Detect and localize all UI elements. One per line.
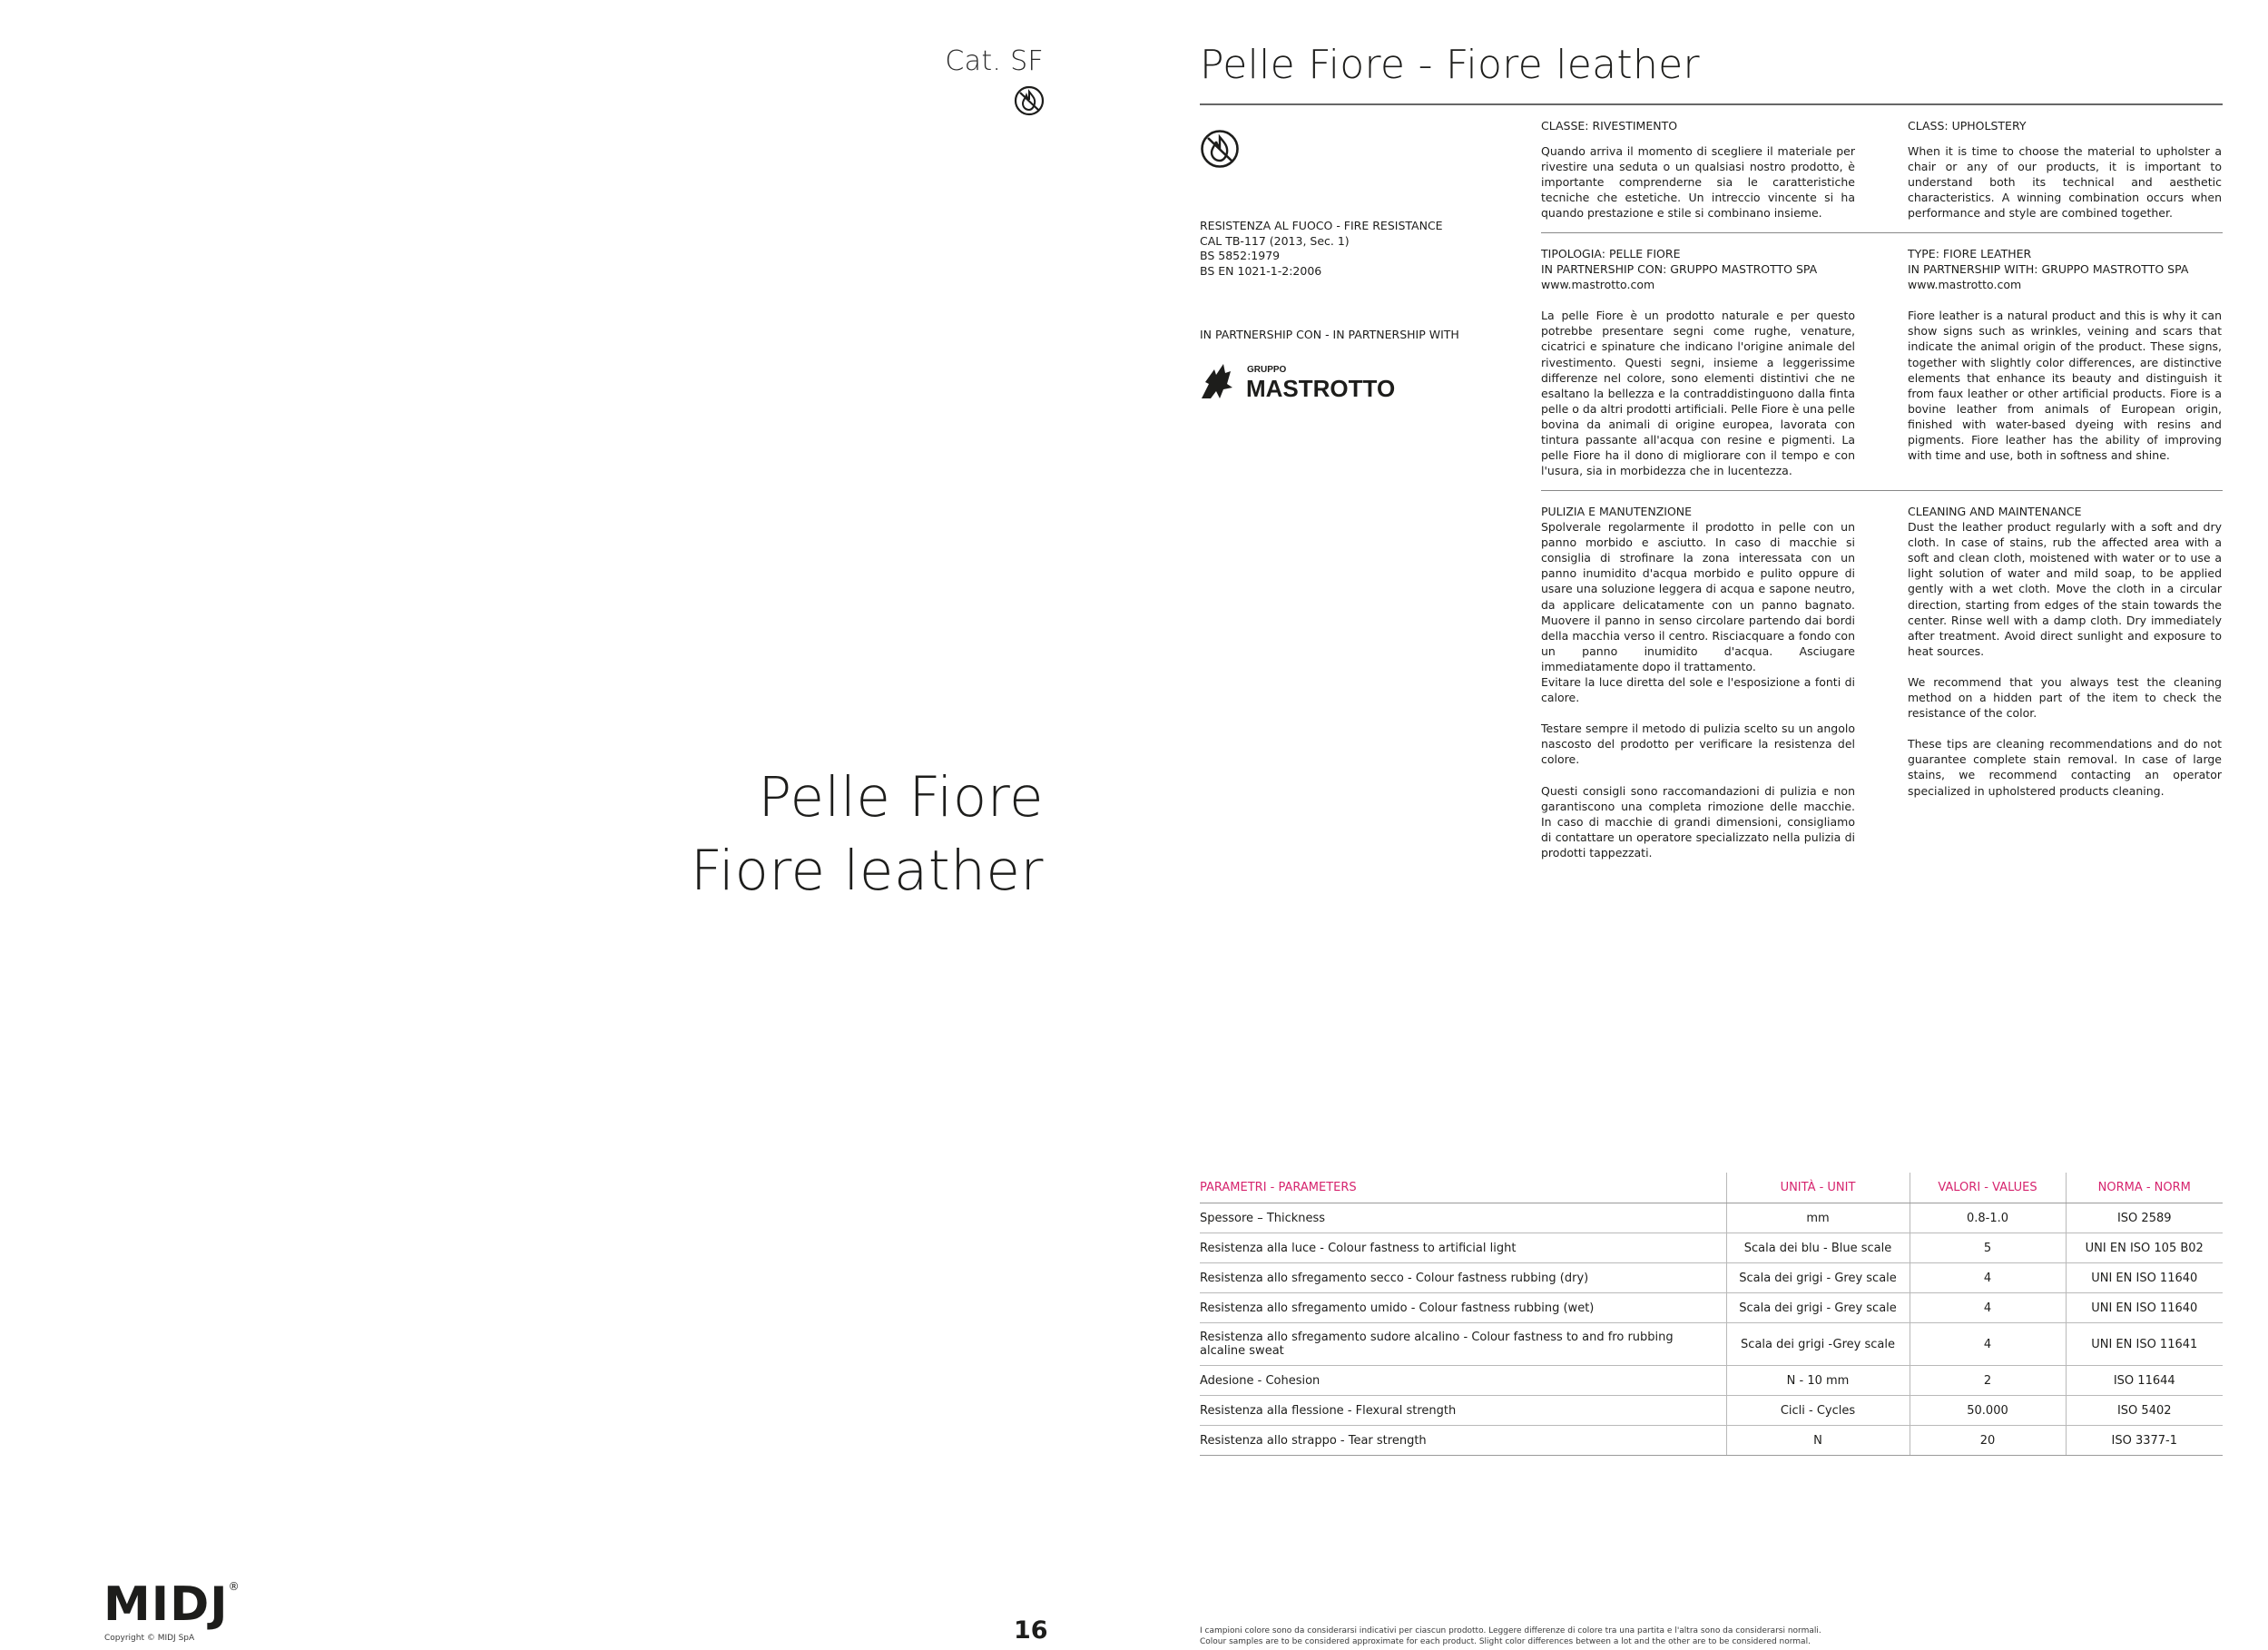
parameter-cell: Resistenza alla flessione - Flexural strength <box>1200 1396 1726 1426</box>
care-text-it: Questi consigli sono raccomandazioni di pulizia e non garantiscono una completa rimozione delle macchie. In caso di macchie di grandi dimensioni, consigliamo di contattare un operatore specializzato nella pulizia di prodotti tappezzati. <box>1541 783 1855 859</box>
fire-standard: CAL TB-117 (2013, Sec. 1) <box>1200 233 1350 248</box>
type-text-en: Fiore leather is a natural product and this is why it can show signs such as wrinkles, veining and scars that indicate the animal origin of the product. These signs, together with slightly color differences, are distinctive elements that enhance its beauty and distinguish it from faux leather or other artificial products. Fiore is a bovine leather from animals of European origin, finished with water-based dyeing with resins and pigments. Fiore leather has the ability of improving with time and use, both in softness and shine. <box>1908 309 2222 463</box>
table-header-row <box>1200 1173 2223 1203</box>
footnote-it: I campioni colore sono da considerarsi indicativi per ciascun prodotto. Leggere differenze di colore tra una partita e l'altra sono da considerarsi normali. <box>1200 1626 1821 1635</box>
table-row <box>1200 1396 2223 1426</box>
care-heading-en: CLEANING AND MAINTENANCE <box>1908 505 2082 518</box>
parameter-cell: Resistenza allo sfregamento sudore alcalino - Colour fastness to and fro rubbing alcaline sweat <box>1200 1323 1726 1366</box>
parameter-cell: Resistenza allo sfregamento umido - Colour fastness rubbing (wet) <box>1200 1293 1726 1323</box>
unit-cell: Scala dei grigi -Grey scale <box>1726 1323 1910 1366</box>
fire-resistant-icon-large <box>1200 129 1240 169</box>
norm-cell: UNI EN ISO 11641 <box>2066 1323 2223 1366</box>
class-text-it: Quando arriva il momento di scegliere il materiale per rivestire una seduta o un qualsiasi nostro prodotto, è importante comprenderne sia le caratteristiche tecniche che estetiche. Un intreccio vincente si ha quando prestazione e stile si combinano insieme. <box>1541 144 1855 221</box>
cover-title-it: Pelle Fiore <box>758 765 1044 830</box>
section-divider <box>1541 490 2223 491</box>
norm-cell: UNI EN ISO 105 B02 <box>2066 1233 2223 1263</box>
value-cell: 4 <box>1910 1323 2066 1366</box>
parameter-cell: Resistenza alla luce - Colour fastness to artificial light <box>1200 1233 1726 1263</box>
type-en <box>1908 246 2222 463</box>
fire-resistance-block <box>1200 219 1517 279</box>
parameter-cell: Spessore – Thickness <box>1200 1203 1726 1233</box>
page-number: 16 <box>1014 1616 1048 1645</box>
norm-cell: UNI EN ISO 11640 <box>2066 1293 2223 1323</box>
value-cell: 2 <box>1910 1366 2066 1396</box>
class-heading-en: CLASS: UPHOLSTERY <box>1908 119 2027 133</box>
unit-cell: Scala dei grigi - Grey scale <box>1726 1293 1910 1323</box>
table-row <box>1200 1263 2223 1293</box>
type-heading-en: TYPE: FIORE LEATHER <box>1908 247 2032 260</box>
table-row <box>1200 1233 2223 1263</box>
column-header: UNITÀ - UNIT <box>1726 1173 1910 1203</box>
value-cell: 50.000 <box>1910 1396 2066 1426</box>
table-row <box>1200 1323 2223 1366</box>
partnership-heading-en: IN PARTNERSHIP WITH: GRUPPO MASTROTTO SPA <box>1908 262 2189 277</box>
class-en <box>1908 118 2222 221</box>
parameter-cell: Adesione - Cohesion <box>1200 1366 1726 1396</box>
value-cell: 4 <box>1910 1263 2066 1293</box>
partner-url-it: www.mastrotto.com <box>1541 278 1655 292</box>
unit-cell: Scala dei blu - Blue scale <box>1726 1233 1910 1263</box>
table-row <box>1200 1203 2223 1233</box>
norm-cell: ISO 11644 <box>2066 1366 2223 1396</box>
parameter-cell: Resistenza allo strappo - Tear strength <box>1200 1426 1726 1456</box>
midj-logo <box>103 1577 241 1632</box>
value-cell: 0.8-1.0 <box>1910 1203 2066 1233</box>
partner-logo-group: GRUPPO <box>1247 365 1287 375</box>
partnership-heading-it: IN PARTNERSHIP CON: GRUPPO MASTROTTO SPA <box>1541 262 1818 277</box>
value-cell: 5 <box>1910 1233 2066 1263</box>
partner-logo-name: MASTROTTO <box>1246 375 1396 402</box>
fire-standard: BS EN 1021-1-2:2006 <box>1200 263 1322 278</box>
type-it <box>1541 246 1855 478</box>
footnote-en: Colour samples are to be considered approximate for each product. Slight color differences between a lot and the other are to be considered normal. <box>1200 1637 1811 1646</box>
heading-divider <box>1200 103 2223 105</box>
class-heading-it: CLASSE: RIVESTIMENTO <box>1541 119 1678 133</box>
unit-cell: Scala dei grigi - Grey scale <box>1726 1263 1910 1293</box>
norm-cell: ISO 5402 <box>2066 1396 2223 1426</box>
section-divider <box>1541 232 2223 233</box>
table-row <box>1200 1366 2223 1396</box>
norm-cell: ISO 2589 <box>2066 1203 2223 1233</box>
norm-cell: ISO 3377-1 <box>2066 1426 2223 1456</box>
value-cell: 20 <box>1910 1426 2066 1456</box>
column-header: VALORI - VALUES <box>1910 1173 2066 1203</box>
care-text-it: Testare sempre il metodo di pulizia scelto su un angolo nascosto del prodotto per verificare la resistenza del colore. <box>1541 722 1855 767</box>
column-header: PARAMETRI - PARAMETERS <box>1200 1173 1726 1203</box>
fire-resistance-heading: RESISTENZA AL FUOCO - FIRE RESISTANCE <box>1200 219 1443 232</box>
care-text-en: These tips are cleaning recommendations and do not guarantee complete stain removal. In case of large stains, we recommend contacting an operator specialized in upholstered products cleaning. <box>1908 737 2222 798</box>
parameter-cell: Resistenza allo sfregamento secco - Colour fastness rubbing (dry) <box>1200 1263 1726 1293</box>
care-text-en: Dust the leather product regularly with a soft and dry cloth. In case of stains, rub the affected area with a soft and clean cloth, moistened with water or to use a light solution of water and mild soap, to be applied gently with a wet cloth. Move the cloth in a circular direction, starting from edges of the stain towards the center. Rinse well with a damp cloth. Dry immediately after treatment. Avoid direct sunlight and exposure to heat sources. <box>1908 520 2222 658</box>
care-text-it: Spolverale regolarmente il prodotto in pelle con un panno morbido e asciutto. In caso di macchie si consiglia di strofinare la zona interessata con un panno inumidito d'acqua morbido e pulito oppure di usare una soluzione leggera di acqua e sapone neutro, da applicare delicatamente con un panno bagnato. Muovere il panno in senso circolare partendo dai bordi della macchia verso il centro. Risciacquare a fondo con un panno inumidito d'acqua. Asciugare immediatamente dopo il trattamento. <box>1541 520 1855 673</box>
norm-cell: UNI EN ISO 11640 <box>2066 1263 2223 1293</box>
cover-title-en: Fiore leather <box>690 839 1044 903</box>
care-en <box>1908 504 2222 799</box>
fire-standard: BS 5852:1979 <box>1200 249 1281 262</box>
type-text-it: La pelle Fiore è un prodotto naturale e per questo potrebbe presentare segni come rughe, venature, cicatrici e spinature che indicano l'origine animale del rivestimento. Questi segni, insieme a leggerissime differenze nel colore, sono elementi distintivi che ne esaltano la bellezza e la contraddistinguono dalla finta pelle o da altri prodotti artificiali. Pelle Fiore è una pelle bovina da animali di origine europea, lavorata con tintura passante all'acqua con resine e pigmenti. La pelle Fiore ha il dono di migliorare con il tempo e con l'usura, sia in morbidezza che in lucentezza. <box>1541 309 1855 478</box>
care-text-it: Evitare la luce diretta del sole e l'esposizione a fonti di calore. <box>1541 675 1855 705</box>
brand-name: MIDJ <box>103 1577 229 1632</box>
unit-cell: N <box>1726 1426 1910 1456</box>
care-text-en: We recommend that you always test the cleaning method on a hidden part of the item to check the resistance of the color. <box>1908 674 2222 721</box>
care-it <box>1541 504 1855 860</box>
unit-cell: N - 10 mm <box>1726 1366 1910 1396</box>
class-it <box>1541 118 1855 221</box>
table-row <box>1200 1293 2223 1323</box>
partnership-label: IN PARTNERSHIP CON - IN PARTNERSHIP WITH <box>1200 328 1459 341</box>
registered-mark: ® <box>228 1580 241 1593</box>
fire-resistant-icon <box>1014 85 1045 116</box>
column-header: NORMA - NORM <box>2066 1173 2223 1203</box>
value-cell: 4 <box>1910 1293 2066 1323</box>
type-heading-it: TIPOLOGIA: PELLE FIORE <box>1541 247 1681 260</box>
category-code: Cat. SF <box>945 45 1044 77</box>
page-title: Pelle Fiore - Fiore leather <box>1200 42 1700 88</box>
class-text-en: When it is time to choose the material to upholster a chair or any of our products, it is important to understand both its technical and aesthetic characteristics. A winning combination occurs when performance and style are combined together. <box>1908 144 2222 221</box>
unit-cell: mm <box>1726 1203 1910 1233</box>
partner-url-en: www.mastrotto.com <box>1908 278 2022 292</box>
care-heading-it: PULIZIA E MANUTENZIONE <box>1541 505 1693 518</box>
specifications-table <box>1200 1173 2223 1456</box>
unit-cell: Cicli - Cycles <box>1726 1396 1910 1426</box>
mastrotto-logo <box>1200 357 1399 402</box>
copyright: Copyright © MIDJ SpA <box>104 1634 195 1643</box>
table-row <box>1200 1426 2223 1456</box>
